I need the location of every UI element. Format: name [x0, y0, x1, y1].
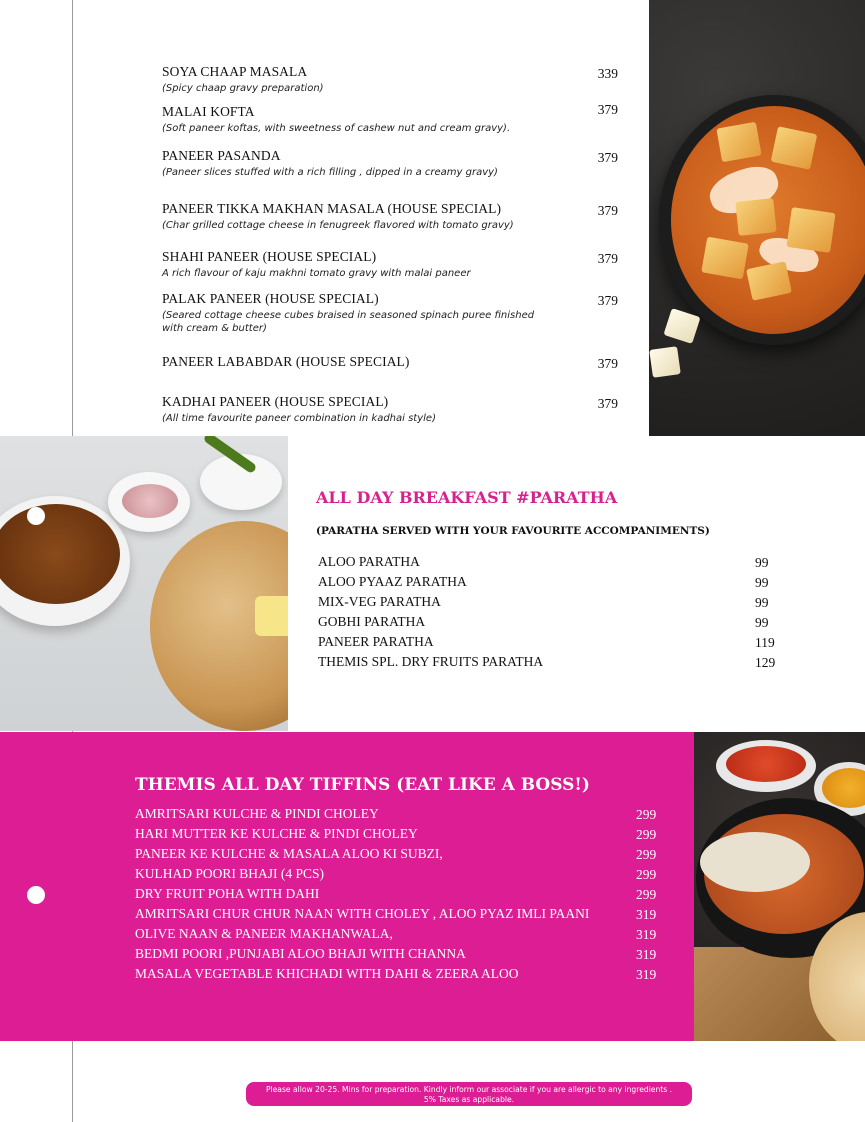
item-name: MIX-VEG PARATHA [318, 594, 441, 609]
item-price: 319 [636, 967, 657, 982]
item-description: (Spicy chaap gravy preparation) [162, 83, 324, 94]
item-name: PANEER TIKKA MAKHAN MASALA (HOUSE SPECIAL) [162, 201, 502, 216]
item-name: AMRITSARI KULCHE & PINDI CHOLEY [135, 806, 379, 821]
item-price: 319 [636, 947, 657, 962]
item-name: BEDMI POORI ,PUNJABI ALOO BHAJI WITH CHANNA [135, 946, 466, 961]
item-price: 379 [597, 150, 618, 165]
tiffin-item [135, 886, 665, 902]
item-price: 299 [636, 887, 657, 902]
item-name: THEMIS SPL. DRY FRUITS PARATHA [318, 654, 544, 669]
item-name: OLIVE NAAN & PANEER MAKHANWALA, [135, 926, 393, 941]
item-description: (Char grilled cottage cheese in fenugreek flavored with tomato gravy) [162, 220, 514, 231]
item-name: SOYA CHAAP MASALA [162, 64, 308, 79]
tiffin-item [135, 946, 665, 962]
binder-hole [27, 507, 45, 525]
item-name: AMRITSARI CHUR CHUR NAAN WITH CHOLEY , ALOO PYAZ IMLI PAANI [135, 906, 590, 921]
tiffin-item [135, 806, 665, 822]
paratha-title: ALL DAY BREAKFAST #PARATHA [316, 488, 618, 507]
tiffin-item [135, 926, 665, 942]
menu-item [162, 148, 622, 179]
item-name: SHAHI PANEER (HOUSE SPECIAL) [162, 249, 377, 264]
menu-item [162, 291, 622, 335]
item-price: 299 [636, 807, 657, 822]
tiffin-item [135, 866, 665, 882]
item-price: 379 [597, 251, 618, 266]
item-description: A rich flavour of kaju makhni tomato gravy with malai paneer [162, 268, 471, 279]
tiffin-item [135, 966, 665, 982]
item-price: 299 [636, 867, 657, 882]
item-price: 379 [597, 102, 618, 117]
tiffin-item [135, 846, 665, 862]
item-name: PANEER KE KULCHE & MASALA ALOO KI SUBZI, [135, 846, 443, 861]
item-price: 119 [755, 635, 775, 650]
paneer-curry-photo [649, 0, 865, 436]
item-name: KADHAI PANEER (HOUSE SPECIAL) [162, 394, 389, 409]
paratha-photo [0, 436, 288, 731]
item-price: 379 [597, 356, 618, 371]
menu-item [162, 394, 622, 425]
item-price: 379 [597, 293, 618, 308]
paratha-item [318, 594, 778, 610]
item-name: ALOO PARATHA [318, 554, 420, 569]
item-price: 299 [636, 847, 657, 862]
item-price: 379 [597, 396, 618, 411]
tiffin-title: THEMIS ALL DAY TIFFINS (EAT LIKE A BOSS!) [135, 775, 590, 795]
menu-item [162, 201, 622, 232]
item-name: GOBHI PARATHA [318, 614, 426, 629]
item-price: 319 [636, 927, 657, 942]
item-price: 129 [755, 655, 776, 670]
menu-item [162, 104, 622, 135]
item-name: PANEER PARATHA [318, 634, 434, 649]
item-price: 99 [755, 615, 769, 630]
item-description: (Paneer slices stuffed with a rich filling , dipped in a creamy gravy) [162, 167, 498, 178]
paratha-title-block [316, 488, 786, 507]
paratha-item [318, 654, 778, 670]
item-description: (Seared cottage cheese cubes braised in seasoned spinach puree finished with cream & butter) [162, 310, 535, 334]
item-name: HARI MUTTER KE KULCHE & PINDI CHOLEY [135, 826, 418, 841]
footer-note-line1: Please allow 20-25. Mins for preparation. Kindly inform our associate if you are allergic to any ingredients . [265, 1085, 673, 1094]
item-price: 99 [755, 575, 769, 590]
item-name: PALAK PANEER (HOUSE SPECIAL) [162, 291, 379, 306]
tiffin-item [135, 826, 665, 842]
item-name: MASALA VEGETABLE KHICHADI WITH DAHI & ZEERA ALOO [135, 966, 519, 981]
item-name: PANEER PASANDA [162, 148, 281, 163]
paratha-item [318, 574, 778, 590]
menu-item [162, 354, 622, 370]
binder-hole [27, 886, 45, 904]
item-price: 99 [755, 555, 769, 570]
menu-item [162, 249, 622, 280]
tiffin-item [135, 906, 665, 922]
paratha-item [318, 554, 778, 570]
footer-note [246, 1082, 692, 1106]
item-name: KULHAD POORI BHAJI (4 PCS) [135, 866, 325, 881]
item-price: 379 [597, 203, 618, 218]
item-price: 339 [597, 66, 618, 81]
item-description: (Soft paneer koftas, with sweetness of cashew nut and cream gravy). [162, 123, 511, 134]
item-price: 99 [755, 595, 769, 610]
paratha-item [318, 614, 778, 630]
paratha-subtitle: (PARATHA SERVED WITH YOUR FAVOURITE ACCOMPANIMENTS) [316, 525, 710, 537]
footer-note-line2: 5% Taxes as applicable. [423, 1094, 515, 1104]
paratha-item [318, 634, 778, 650]
item-price: 299 [636, 827, 657, 842]
item-name: PANEER LABABDAR (HOUSE SPECIAL) [162, 354, 410, 369]
item-name: ALOO PYAAZ PARATHA [318, 574, 467, 589]
menu-item [162, 64, 622, 95]
item-name: MALAI KOFTA [162, 104, 255, 119]
item-name: DRY FRUIT POHA WITH DAHI [135, 886, 320, 901]
tiffin-photo [694, 732, 865, 1041]
item-description: (All time favourite paneer combination in kadhai style) [162, 413, 436, 424]
item-price: 319 [636, 907, 657, 922]
